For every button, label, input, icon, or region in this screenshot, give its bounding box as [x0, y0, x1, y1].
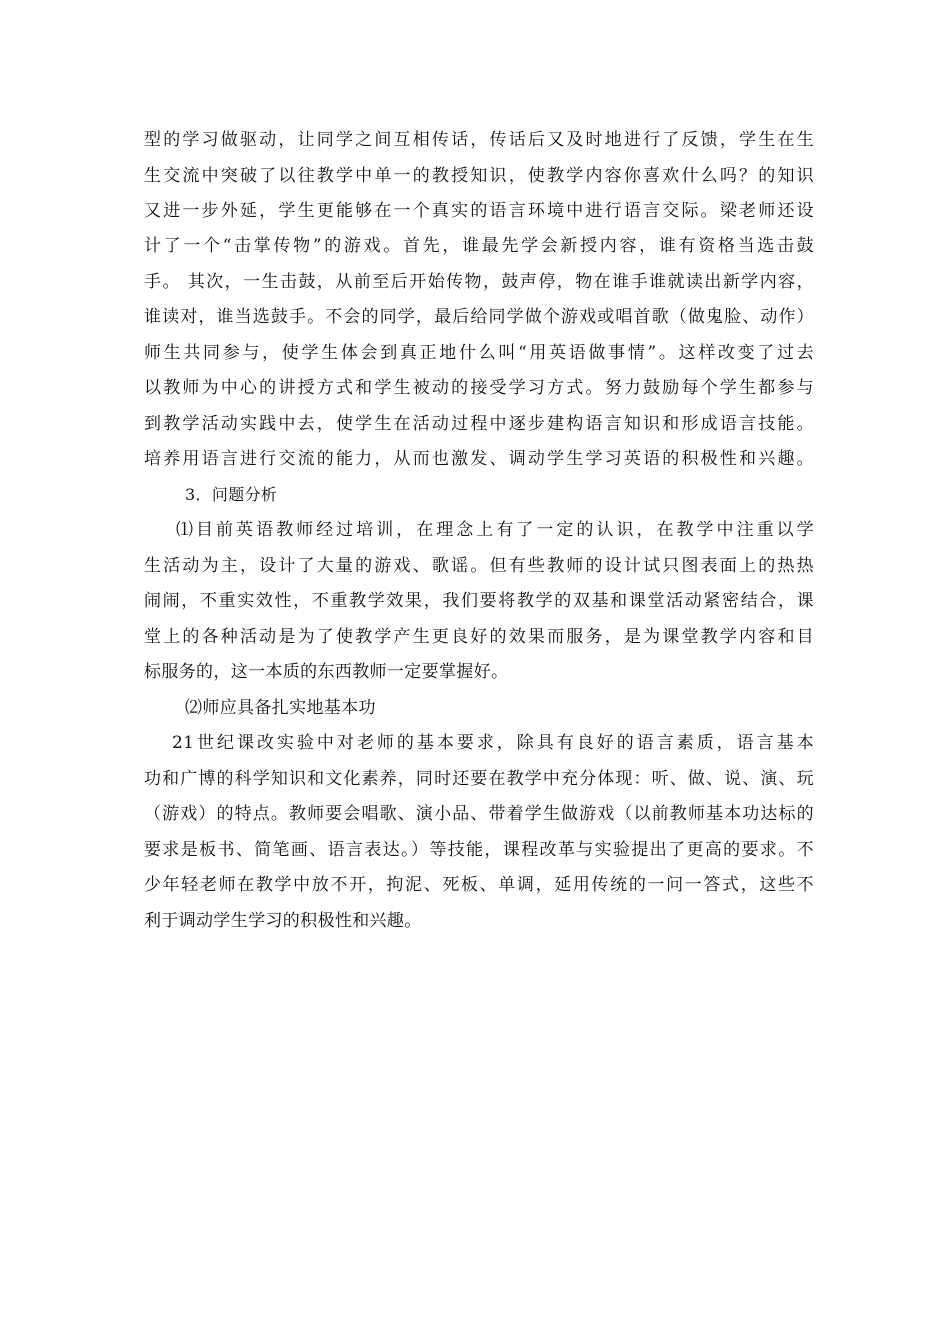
paragraph-1-line: 生交流中突破了以往教学中单一的教授知识，使教学内容你喜欢什么吗？的知识: [144, 166, 814, 186]
paragraph-3-line: 21世纪课改实验中对老师的基本要求，除具有良好的语言素质，语言基本: [172, 733, 814, 753]
paragraph-2-line: 标服务的，这一本质的东西教师一定要掌握好。: [144, 662, 509, 682]
paragraph-3-line: 少年轻老师在教学中放不开，拘泥、死板、单调，延用传统的一问一答式，这些不: [144, 875, 814, 895]
paragraph-2-line: ⑴目前英语教师经过培训，在理念上有了一定的认识，在教学中注重以学: [176, 520, 814, 540]
paragraph-1-line: 谁读对，谁当选鼓手。不会的同学，最后给同学做个游戏或唱首歌（做鬼脸、动作）: [144, 307, 814, 327]
paragraph-1-line: 手。 其次，一生击鼓，从前至后开始传物，鼓声停，物在谁手谁就读出新学内容，: [144, 272, 814, 292]
paragraph-1-line: 到教学活动实践中去，使学生在活动过程中逐步建构语言知识和形成语言技能。: [144, 414, 814, 434]
paragraph-1-line: 师生共同参与，使学生体会到真正地什么叫“用英语做事情”。这样改变了过去: [144, 343, 814, 363]
paragraph-3-line: 要求是板书、简笔画、语言表达。）等技能，课程改革与实验提出了更高的要求。不: [144, 840, 814, 860]
paragraph-2-line: 闹闹，不重实效性，不重教学效果，我们要将教学的双基和课堂活动紧密结合，课: [144, 591, 814, 611]
subsection-heading: ⑵师应具备扎实地基本功: [185, 698, 376, 718]
paragraph-1-line: 计了一个“击掌传物”的游戏。首先，谁最先学会新授内容，谁有资格当选击鼓: [144, 236, 814, 256]
paragraph-2-line: 堂上的各种活动是为了使教学产生更良好的效果而服务，是为课堂教学内容和目: [144, 627, 814, 647]
paragraph-3-line: 利于调动学生学习的积极性和兴趣。: [144, 911, 422, 931]
paragraph-1-line: 培养用语言进行交流的能力，从而也激发、调动学生学习英语的积极性和兴趣。: [144, 449, 814, 469]
paragraph-3-line: 功和广博的科学知识和文化素养，同时还要在教学中充分体现：听、做、说、演、玩: [144, 769, 814, 789]
paragraph-1-line: 型的学习做驱动，让同学之间互相传话，传话后又及时地进行了反馈，学生在生: [144, 130, 814, 150]
paragraph-3-line: （游戏）的特点。教师要会唱歌、演小品、带着学生做游戏（以前教师基本功达标的: [144, 804, 814, 824]
paragraph-1-line: 以教师为中心的讲授方式和学生被动的接受学习方式。努力鼓励每个学生都参与: [144, 378, 814, 398]
paragraph-1-line: 又进一步外延，学生更能够在一个真实的语言环境中进行语言交际。梁老师还设: [144, 201, 814, 221]
paragraph-2-line: 生活动为主，设计了大量的游戏、歌谣。但有些教师的设计试只图表面上的热热: [144, 556, 814, 576]
section-heading: 3．问题分析: [185, 485, 278, 504]
